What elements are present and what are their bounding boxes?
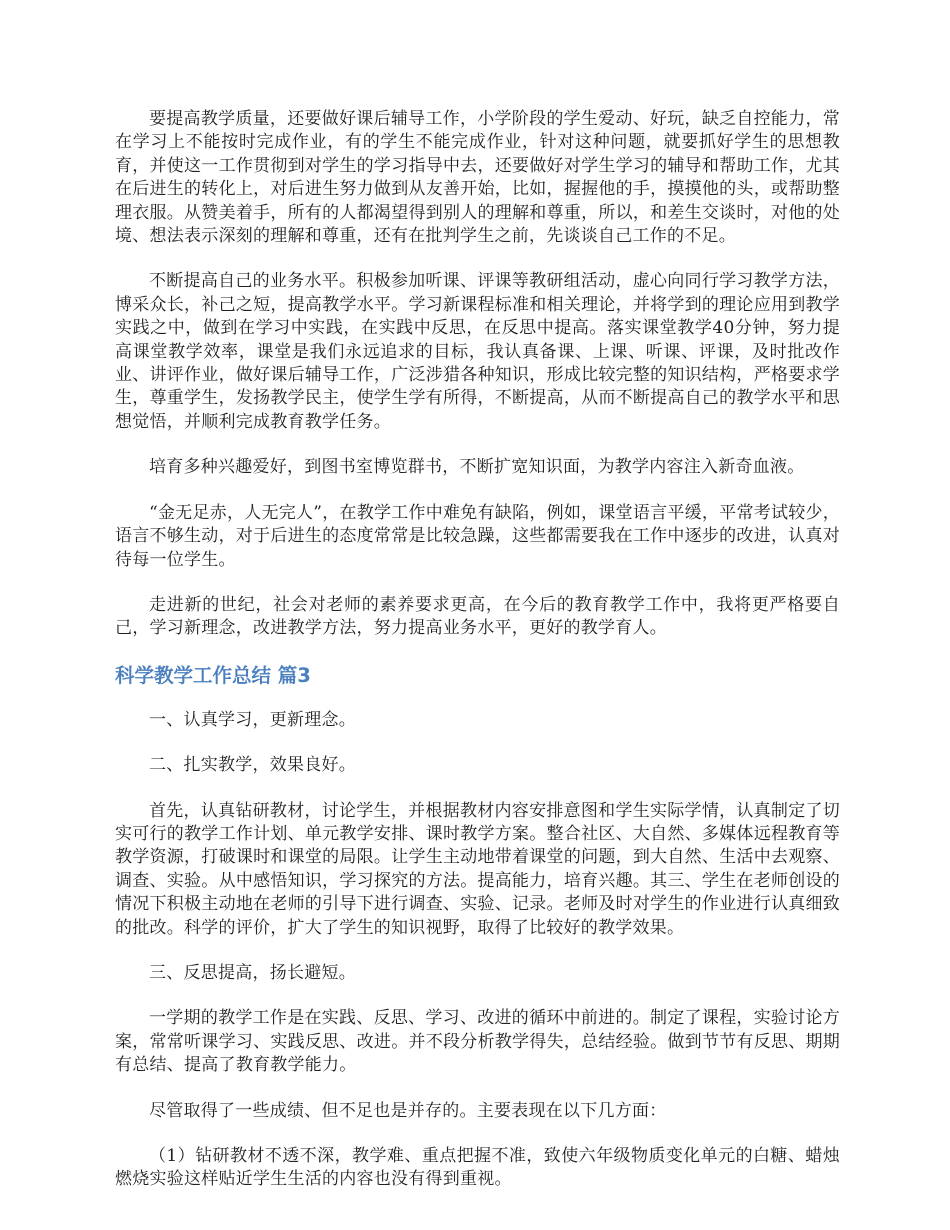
paragraph-professional-level: 不断提高自己的业务水平。积极参加听课、评课等教研组活动，虚心向同行学习教学方法，博采众长，补己之短，提高教学水平。学习新课程标准和相关理论，并将学到的理论应用到教学实践之中，做到在学习中实践，在实践中反思，在反思中提高。落实课堂教学40分钟，努力提高课堂教学效率，课堂是我们永远追求的目标，我认真备课、上课、听课、评课，及时批改作业、讲评作业，做好课后辅导工作，广泛涉猎各种知识，形成比较完整的知识结构，严格要求学生，尊重学生，发扬教学民主，使学生学有所得，不断提高，从而不断提高自己的教学水平和思想觉悟，并顺利完成教育教学任务。 — [115, 271, 840, 432]
item-study-concepts: 一、认真学习，更新理念。 — [149, 709, 356, 730]
paragraph-first-study-materials: 首先，认真钻研教材，讨论学生，并根据教材内容安排意图和学生实际学情，认真制定了切实可行的教学工作计划、单元教学安排、课时教学方案。整合社区、大自然、多媒体远程教育等教学资源，打破课时和课堂的局限。让学生主动地带着课堂的问题，到大自然、生活中去观察、调查、实验。从中感悟知识，学习探究的方法。提高能力，培育兴趣。其三、学生在老师创设的情况下积极主动地在老师的引导下进行调查、实验、记录。老师及时对学生的作业进行认真细致的批改。科学的评价，扩大了学生的知识视野，取得了比较好的教学效果。 — [115, 800, 840, 938]
document-page — [115, 108, 840, 1214]
paragraph-shortcomings: “金无足赤，人无完人”，在教学工作中难免有缺陷，例如，课堂语言平缓，平常考试较少，语言不够生动，对于后进生的态度常常是比较急躁，这些都需要我在工作中逐步的改进，认真对待每一位学生。 — [115, 502, 840, 570]
section-3-heading: 科学教学工作总结 篇3 — [115, 663, 311, 687]
paragraph-semester-work: 一学期的教学工作是在实践、反思、学习、改进的循环中前进的。制定了课程，实验讨论方案，常常听课学习、实践反思、改进。并不段分析教学得失，总结经验。做到节节有反思、期期有总结、提高了教育教学能力。 — [115, 1008, 840, 1076]
paragraph-after-school-tutoring: 要提高教学质量，还要做好课后辅导工作，小学阶段的学生爱动、好玩，缺乏自控能力，常在学习上不能按时完成作业，有的学生不能完成作业，针对这种问题，就要抓好学生的思想教育，并使这一工作贯彻到对学生的学习指导中去，还要做好对学生学习的辅导和帮助工作，尤其在后进生的转化上，对后进生努力做到从友善开始，比如，握握他的手，摸摸他的头，或帮助整理衣服。从赞美着手，所有的人都渴望得到别人的理解和尊重，所以，和差生交谈时，对他的处境、想法表示深刻的理解和尊重，还有在批判学生之前，先谈谈自己工作的不足。 — [115, 109, 840, 247]
list-item-1: （1）钻研教材不透不深，教学难、重点把握不准，致使六年级物质变化单元的白糖、蜡烛燃烧实验这样贴近学生生活的内容也没有得到重视。 — [115, 1146, 840, 1190]
item-reflection: 三、反思提高，扬长避短。 — [149, 962, 356, 983]
paragraph-new-century: 走进新的世纪，社会对老师的素养要求更高，在今后的教育教学工作中，我将更严格要自己，学习新理念，改进教学方法，努力提高业务水平，更好的教学育人。 — [115, 594, 840, 639]
paragraph-interests: 培育多种兴趣爱好，到图书室博览群书，不断扩宽知识面，为教学内容注入新奇血液。 — [149, 457, 805, 478]
item-solid-teaching: 二、扎实教学，效果良好。 — [149, 755, 356, 776]
paragraph-achievements-shortcomings: 尽管取得了一些成绩、但不足也是并存的。主要表现在以下几方面： — [149, 1100, 667, 1121]
